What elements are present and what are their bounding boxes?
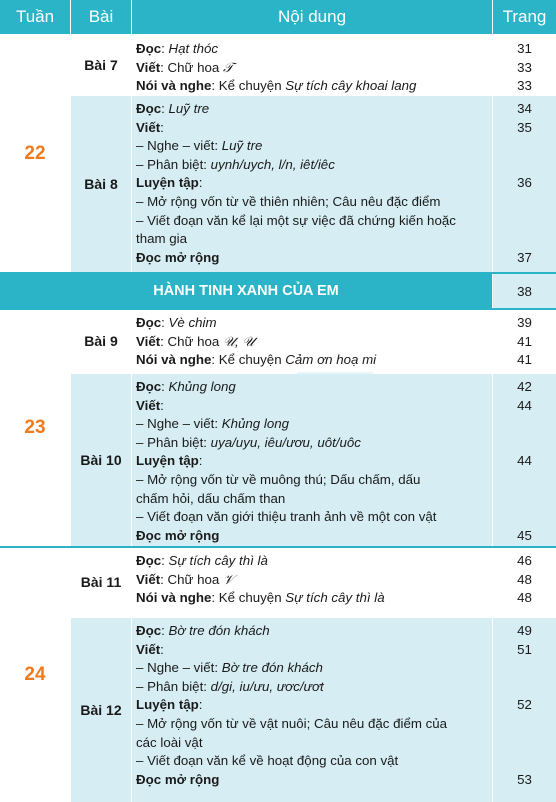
content-text: – Viết đoạn văn kể lại một sự việc đã chứng kiến hoặc xyxy=(136,212,456,228)
lesson-pages xyxy=(493,96,556,272)
page-number xyxy=(493,230,556,249)
content-text: : Kể chuyện xyxy=(211,590,286,606)
content-line xyxy=(136,415,492,434)
page-number: 34 xyxy=(517,101,532,116)
week-number: 22 xyxy=(0,36,70,272)
lesson-pages xyxy=(493,548,556,616)
lesson-name: Bài 10 xyxy=(71,374,131,546)
content-text: : xyxy=(161,553,169,568)
lesson-row xyxy=(71,310,556,372)
lesson-content xyxy=(132,310,492,372)
lesson-row xyxy=(71,36,556,94)
content-text: Đọc xyxy=(136,101,162,116)
content-text: Viết xyxy=(136,397,161,413)
table-header xyxy=(0,0,556,34)
content-text: Đọc xyxy=(136,315,162,330)
content-text: : xyxy=(161,101,169,116)
content-line xyxy=(136,230,492,249)
content-text: – Mở rộng vốn từ về vật nuôi; Câu nêu đặc điểm của xyxy=(136,715,448,731)
lesson-name: Bài 7 xyxy=(71,36,131,94)
header-tuan: Tuần xyxy=(0,0,70,34)
content-text: : xyxy=(161,315,169,330)
lesson-content xyxy=(132,618,492,802)
content-text: Đọc xyxy=(136,553,162,568)
content-text: các loài vật xyxy=(136,734,203,750)
content-line xyxy=(136,434,492,453)
section-divider xyxy=(0,546,556,548)
content-line xyxy=(136,193,492,212)
content-text: : xyxy=(160,641,164,657)
content-line xyxy=(136,452,492,471)
content-line xyxy=(136,552,492,571)
content-text: 𝒱 xyxy=(223,571,235,587)
content-line xyxy=(136,174,492,193)
content-text: Luyện tập xyxy=(136,453,199,469)
content-text: Đọc xyxy=(136,41,162,56)
page-number xyxy=(493,471,556,490)
page-number: 37 xyxy=(517,249,532,265)
content-text: Luyện tập xyxy=(136,175,199,191)
week-cell xyxy=(0,36,70,272)
content-line xyxy=(136,119,492,138)
page-number: 44 xyxy=(517,397,532,413)
page-number xyxy=(493,508,556,527)
content-text: Luyện tập xyxy=(136,697,199,713)
content-text: Viết xyxy=(136,59,161,75)
page-number: 44 xyxy=(517,453,532,469)
content-text: chấm hỏi, dấu chấm than xyxy=(136,490,286,506)
content-text: Đọc mở rộng xyxy=(136,527,220,543)
theme-row xyxy=(0,274,556,308)
content-text: Sự tích cây khoai lang xyxy=(285,78,417,94)
content-text: : xyxy=(161,623,169,638)
content-text: – Mở rộng vốn từ về thiên nhiên; Câu nêu đặc điểm xyxy=(136,193,441,209)
lesson-pages xyxy=(493,36,556,94)
content-line xyxy=(136,508,492,527)
content-text: Khủng long xyxy=(168,379,236,394)
page-number xyxy=(493,734,556,753)
content-text: Khủng long xyxy=(221,416,290,432)
lesson-row xyxy=(71,374,556,546)
content-line xyxy=(136,156,492,175)
page-number: 31 xyxy=(517,41,532,56)
content-line xyxy=(136,490,492,509)
content-line xyxy=(136,40,492,59)
lesson-name: Bài 12 xyxy=(71,618,131,802)
theme-page: 38 xyxy=(493,274,556,308)
lesson-content xyxy=(132,96,492,272)
week-cell xyxy=(0,310,70,546)
content-text: d/gi, iu/ưu, ươc/ươt xyxy=(210,678,324,694)
theme-title: HÀNH TINH XANH CỦA EM xyxy=(0,274,492,308)
content-text: Nói và nghe xyxy=(136,78,212,94)
page-number xyxy=(493,434,556,453)
content-line xyxy=(136,752,492,771)
content-text: : xyxy=(160,119,164,135)
content-text: Viết xyxy=(136,333,161,349)
lesson-name: Bài 8 xyxy=(71,96,131,272)
content-line xyxy=(136,351,492,370)
content-text: Luỹ tre xyxy=(168,101,210,116)
content-text: – Phân biệt: xyxy=(136,156,211,172)
section-divider xyxy=(0,308,556,310)
week-cell xyxy=(0,548,70,802)
content-text: 𝒯 xyxy=(223,59,234,75)
page-number xyxy=(493,715,556,734)
content-text: – Nghe – viết: xyxy=(136,138,222,154)
lesson-content xyxy=(132,374,492,546)
page-number: 45 xyxy=(517,527,532,543)
content-text: : Kể chuyện xyxy=(211,352,286,368)
page-number: 33 xyxy=(517,78,532,94)
page-number: 35 xyxy=(517,119,532,135)
header-trang: Trang xyxy=(493,0,556,34)
page-number xyxy=(493,678,556,697)
content-text: Sự tích cây thì là xyxy=(285,590,385,606)
lesson-name: Bài 9 xyxy=(71,310,131,372)
lesson-name: Bài 11 xyxy=(71,548,131,616)
page-number: 42 xyxy=(517,379,532,394)
page-number: 41 xyxy=(517,333,532,349)
page-number: 51 xyxy=(517,641,532,657)
content-text: : Chữ hoa xyxy=(160,571,224,587)
content-line xyxy=(136,527,492,546)
content-line xyxy=(136,641,492,660)
page-number: 48 xyxy=(517,590,532,606)
content-line xyxy=(136,622,492,641)
content-text: tham gia xyxy=(136,231,187,247)
page-number: 36 xyxy=(517,175,532,191)
content-text: Viết xyxy=(136,119,161,135)
content-line xyxy=(136,715,492,734)
content-text: : xyxy=(160,397,164,413)
page-number: 46 xyxy=(517,553,532,568)
content-line xyxy=(136,378,492,397)
content-line xyxy=(136,771,492,790)
content-text: Bờ tre đón khách xyxy=(168,623,270,638)
content-text: Sự tích cây thì là xyxy=(168,553,268,568)
content-text: Đọc xyxy=(136,623,162,638)
content-line xyxy=(136,212,492,231)
page-number: 39 xyxy=(517,315,532,330)
content-text: Đọc mở rộng xyxy=(136,771,220,787)
content-text: – Nghe – viết: xyxy=(136,660,222,676)
content-line xyxy=(136,333,492,352)
page-number xyxy=(493,193,556,212)
content-line xyxy=(136,77,492,96)
content-line xyxy=(136,696,492,715)
content-line xyxy=(136,137,492,156)
content-line xyxy=(136,471,492,490)
content-line xyxy=(136,249,492,268)
content-text: 𝒰, 𝒰 xyxy=(223,333,255,349)
content-line xyxy=(136,59,492,78)
content-text: Bờ tre đón khách xyxy=(221,660,323,676)
content-text: Hạt thóc xyxy=(168,41,219,56)
lesson-row xyxy=(71,618,556,802)
page-number: 53 xyxy=(517,771,532,787)
content-line xyxy=(136,659,492,678)
page-number xyxy=(493,212,556,231)
content-line xyxy=(136,571,492,590)
page-number: 33 xyxy=(517,59,532,75)
content-text: Cảm ơn hoạ mi xyxy=(285,352,377,368)
content-text: : xyxy=(198,697,203,713)
lesson-pages xyxy=(493,618,556,802)
content-line xyxy=(136,678,492,697)
content-text: Đọc mở rộng xyxy=(136,249,220,265)
page-number xyxy=(493,659,556,678)
content-text: Viết xyxy=(136,641,161,657)
lesson-pages xyxy=(493,310,556,372)
section-divider xyxy=(0,272,556,274)
page-number: 49 xyxy=(517,623,532,638)
page-number xyxy=(493,752,556,771)
content-text: uynh/uych, l/n, iêt/iêc xyxy=(210,156,335,172)
page-number: 48 xyxy=(517,571,532,587)
content-text: Viết xyxy=(136,571,161,587)
content-text: – Viết đoạn văn kể về hoạt động của con vật xyxy=(136,753,399,769)
lesson-content xyxy=(132,36,492,94)
content-line xyxy=(136,397,492,416)
content-text: : Kể chuyện xyxy=(211,78,286,94)
content-text: – Phân biệt: xyxy=(136,434,211,450)
content-text: – Viết đoạn văn giới thiệu tranh ảnh về một con vật xyxy=(136,509,437,525)
page-number xyxy=(493,137,556,156)
content-text: – Nghe – viết: xyxy=(136,416,222,432)
content-text: Đọc xyxy=(136,379,162,394)
lesson-pages xyxy=(493,374,556,546)
content-text: : xyxy=(198,175,203,191)
content-line xyxy=(136,589,492,608)
lesson-content xyxy=(132,548,492,616)
content-text: : xyxy=(198,453,203,469)
lesson-row xyxy=(71,96,556,272)
page-number: 41 xyxy=(517,352,532,368)
content-text: Nói và nghe xyxy=(136,352,212,368)
content-line xyxy=(136,314,492,333)
content-text: – Mở rộng vốn từ về muông thú; Dấu chấm, dấu xyxy=(136,471,421,487)
content-text: Luỹ tre xyxy=(221,138,263,154)
week-number: 23 xyxy=(0,310,70,546)
week-number: 24 xyxy=(0,548,70,802)
content-text: : Chữ hoa xyxy=(160,333,224,349)
content-text: Nói và nghe xyxy=(136,590,212,606)
content-line xyxy=(136,100,492,119)
page-number xyxy=(493,156,556,175)
page-number xyxy=(493,415,556,434)
content-text: : Chữ hoa xyxy=(160,59,224,75)
content-line xyxy=(136,734,492,753)
header-noi-dung: Nội dung xyxy=(132,0,492,34)
page-number: 52 xyxy=(517,697,532,713)
page-number xyxy=(493,490,556,509)
content-text: – Phân biệt: xyxy=(136,678,211,694)
content-text: Vè chim xyxy=(168,315,217,330)
content-text: : xyxy=(161,41,169,56)
content-text: uya/uyu, iêu/ươu, uôt/uôc xyxy=(210,434,361,450)
header-bai: Bài xyxy=(71,0,131,34)
lesson-row xyxy=(71,548,556,616)
content-text: : xyxy=(161,379,169,394)
